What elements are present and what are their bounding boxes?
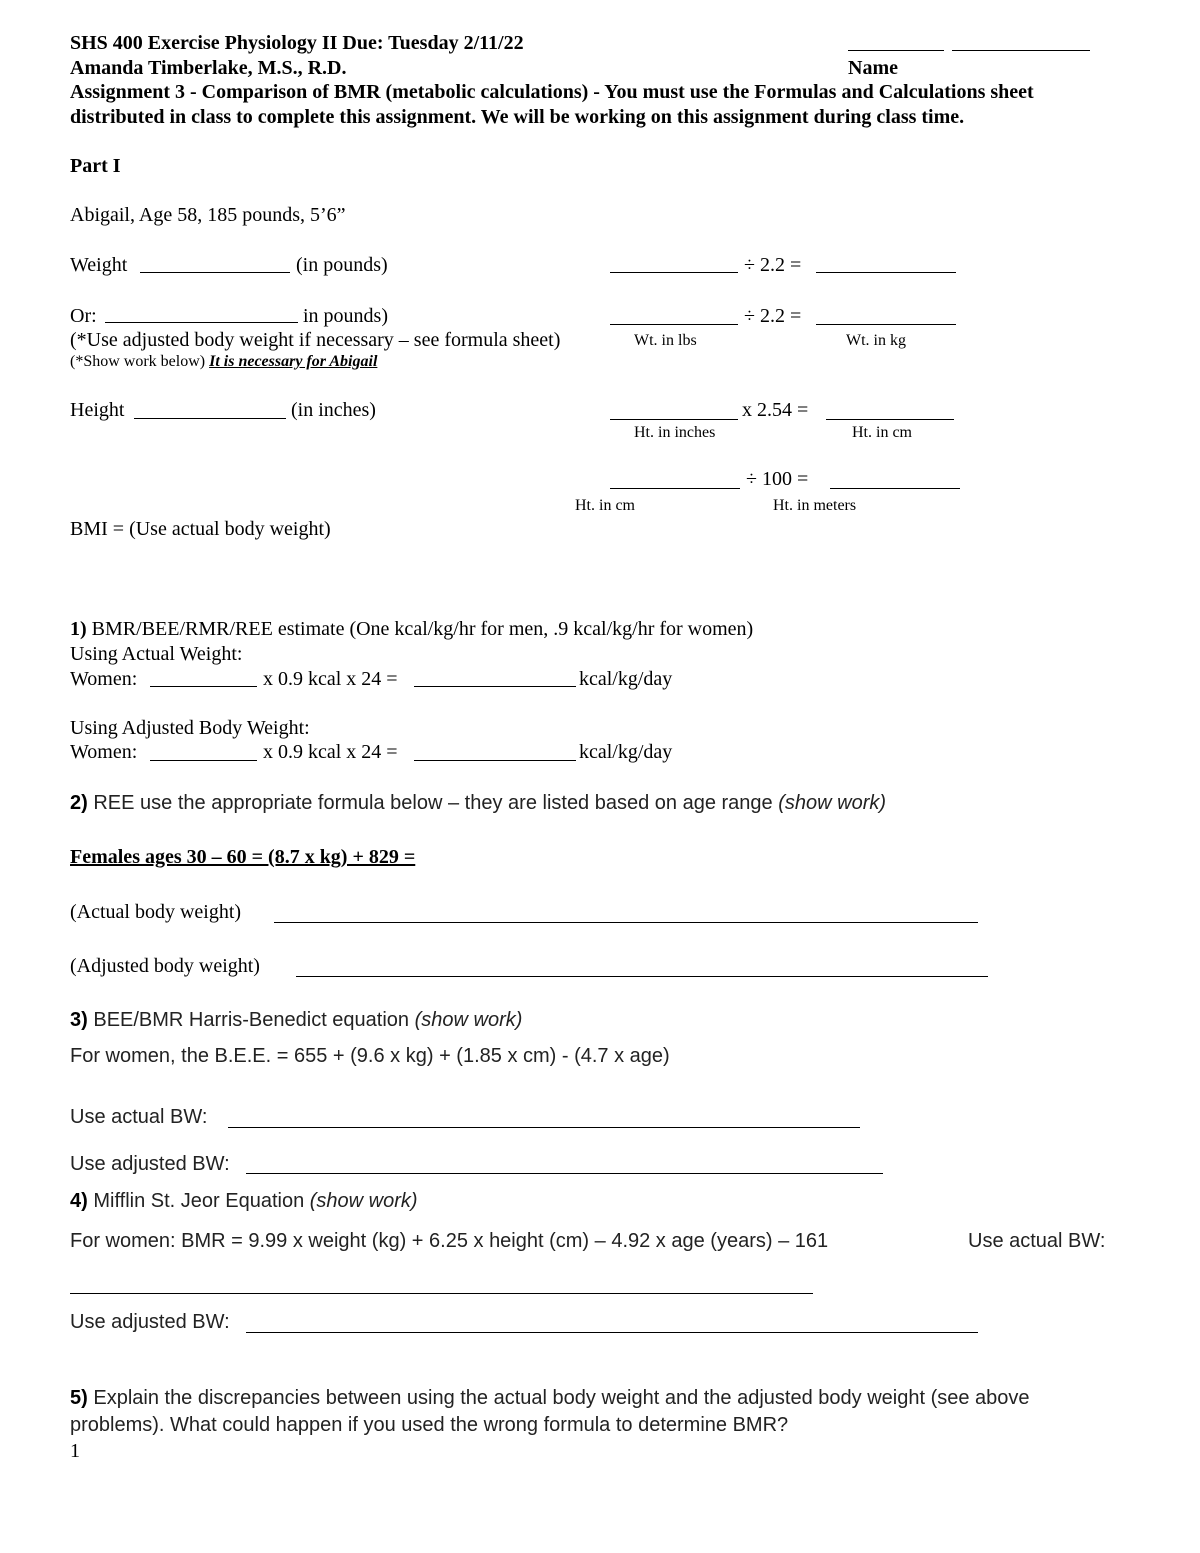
q3-number: 3) [70, 1009, 88, 1031]
assignment-line-2: distributed in class to complete this assignment. We will be working on this assignment during class time. [70, 106, 965, 128]
or-units: in pounds) [303, 305, 388, 327]
ht-cm-caption-2: Ht. in cm [575, 497, 635, 514]
divide-22-label: ÷ 2.2 = [744, 254, 802, 276]
q2-adjusted-label: (Adjusted body weight) [70, 955, 260, 977]
client-info: Abigail, Age 58, 185 pounds, 5’6” [70, 204, 346, 226]
q2-formula: Females ages 30 – 60 = (8.7 x kg) + 829 = [70, 846, 416, 868]
height-meters-line[interactable] [830, 488, 960, 489]
q4-actual-label: Use actual BW: [968, 1230, 1106, 1252]
height-inches-line[interactable] [610, 419, 738, 420]
q5-text-line-1: Explain the discrepancies between using the actual body weight and the adjusted body weight (see above [87, 1387, 1030, 1409]
q1-adjusted-multiplier: x 0.9 kcal x 24 = [263, 741, 398, 763]
q4-heading [70, 1189, 418, 1213]
page-number: 1 [70, 1440, 80, 1462]
q1-actual-label: Using Actual Weight: [70, 643, 243, 665]
ht-cm-caption: Ht. in cm [852, 424, 912, 441]
weight-kg-line[interactable] [816, 272, 956, 273]
divide-100-label: ÷ 100 = [746, 468, 809, 490]
q1-adjusted-label: Using Adjusted Body Weight: [70, 717, 310, 739]
q5-number: 5) [70, 1387, 88, 1409]
q4-text: Mifflin St. Jeor Equation [87, 1190, 310, 1212]
ht-meters-caption: Ht. in meters [773, 497, 857, 514]
instructor: Amanda Timberlake, M.S., R.D. [70, 57, 347, 79]
or-label: Or: [70, 305, 97, 327]
divide-22-label-2: ÷ 2.2 = [744, 305, 802, 327]
necessary-note: It is necessary for Abigail [209, 353, 378, 370]
height-cm-line-2[interactable] [610, 488, 740, 489]
name-label: Name [848, 57, 898, 79]
q2-actual-label: (Actual body weight) [70, 901, 242, 923]
q2-number: 2) [70, 792, 88, 814]
wt-lbs-caption: Wt. in lbs [634, 332, 697, 349]
q2-show-work: (show work) [778, 792, 887, 814]
q1-actual-result-line[interactable] [414, 686, 576, 687]
q1-adjusted-women: Women: [70, 741, 138, 763]
q4-actual-answer-line[interactable] [70, 1293, 813, 1294]
q5-heading [70, 1386, 1030, 1410]
q1-heading [70, 617, 753, 641]
q3-actual-answer-line[interactable] [228, 1127, 860, 1128]
q2-heading [70, 791, 886, 815]
multiply-254-label: x 2.54 = [742, 399, 809, 421]
course-title: SHS 400 Exercise Physiology II Due: Tuesday 2/11/22 [70, 32, 524, 54]
q3-actual-label: Use actual BW: [70, 1106, 208, 1128]
q4-number: 4) [70, 1190, 88, 1212]
q4-formula: For women: BMR = 9.99 x weight (kg) + 6.25 x height (cm) – 4.92 x age (years) – 161 [70, 1230, 829, 1252]
q2-adjusted-answer-line[interactable] [296, 976, 988, 977]
q5-text-line-2: problems). What could happen if you used the wrong formula to determine BMR? [70, 1414, 789, 1436]
q1-actual-unit: kcal/kg/day [579, 668, 673, 690]
assignment-line-1: Assignment 3 - Comparison of BMR (metabolic calculations) - You must use the Formulas and Calculations sheet [70, 81, 1034, 103]
q4-adjusted-answer-line[interactable] [246, 1332, 978, 1333]
weight-label: Weight [70, 254, 128, 276]
show-work-note: (*Show work below) [70, 353, 206, 370]
q3-show-work: (show work) [414, 1009, 523, 1031]
q1-adjusted-unit: kcal/kg/day [579, 741, 673, 763]
weight-units: (in pounds) [296, 254, 388, 276]
q1-actual-multiplier: x 0.9 kcal x 24 = [263, 668, 398, 690]
q3-adjusted-answer-line[interactable] [246, 1173, 883, 1174]
adjusted-weight-note: (*Use adjusted body weight if necessary – see formula sheet) [70, 329, 561, 351]
q3-heading [70, 1008, 522, 1032]
q1-actual-weight-line[interactable] [150, 686, 257, 687]
q3-formula: For women, the B.E.E. = 655 + (9.6 x kg) + (1.85 x cm) - (4.7 x age) [70, 1045, 670, 1067]
q1-actual-women: Women: [70, 668, 138, 690]
name-blank-first[interactable] [848, 50, 944, 51]
q3-adjusted-label: Use adjusted BW: [70, 1153, 230, 1175]
q1-adjusted-result-line[interactable] [414, 760, 576, 761]
q1-text: BMR/BEE/RMR/REE estimate (One kcal/kg/hr for men, .9 kcal/kg/hr for women) [86, 618, 754, 640]
q1-number: 1) [70, 618, 87, 640]
weight-input-line[interactable] [140, 272, 290, 273]
ht-inches-caption: Ht. in inches [634, 424, 716, 441]
weight-lbs-line[interactable] [610, 272, 738, 273]
name-blank-last[interactable] [952, 50, 1090, 51]
q3-text: BEE/BMR Harris-Benedict equation [87, 1009, 415, 1031]
adjusted-kg-line[interactable] [816, 324, 956, 325]
height-units: (in inches) [291, 399, 376, 421]
adjusted-weight-input-line[interactable] [105, 322, 298, 323]
q2-text: REE use the appropriate formula below – they are listed based on age range [87, 792, 779, 814]
wt-kg-caption: Wt. in kg [846, 332, 906, 349]
height-label: Height [70, 399, 125, 421]
q4-adjusted-label: Use adjusted BW: [70, 1311, 230, 1333]
q2-actual-answer-line[interactable] [274, 922, 978, 923]
height-cm-line[interactable] [826, 419, 954, 420]
q1-adjusted-weight-line[interactable] [150, 760, 257, 761]
height-input-line[interactable] [134, 418, 286, 419]
bmi-label: BMI = (Use actual body weight) [70, 518, 331, 540]
q4-show-work: (show work) [309, 1190, 418, 1212]
adjusted-lbs-line[interactable] [610, 324, 738, 325]
part-title: Part I [70, 155, 121, 177]
